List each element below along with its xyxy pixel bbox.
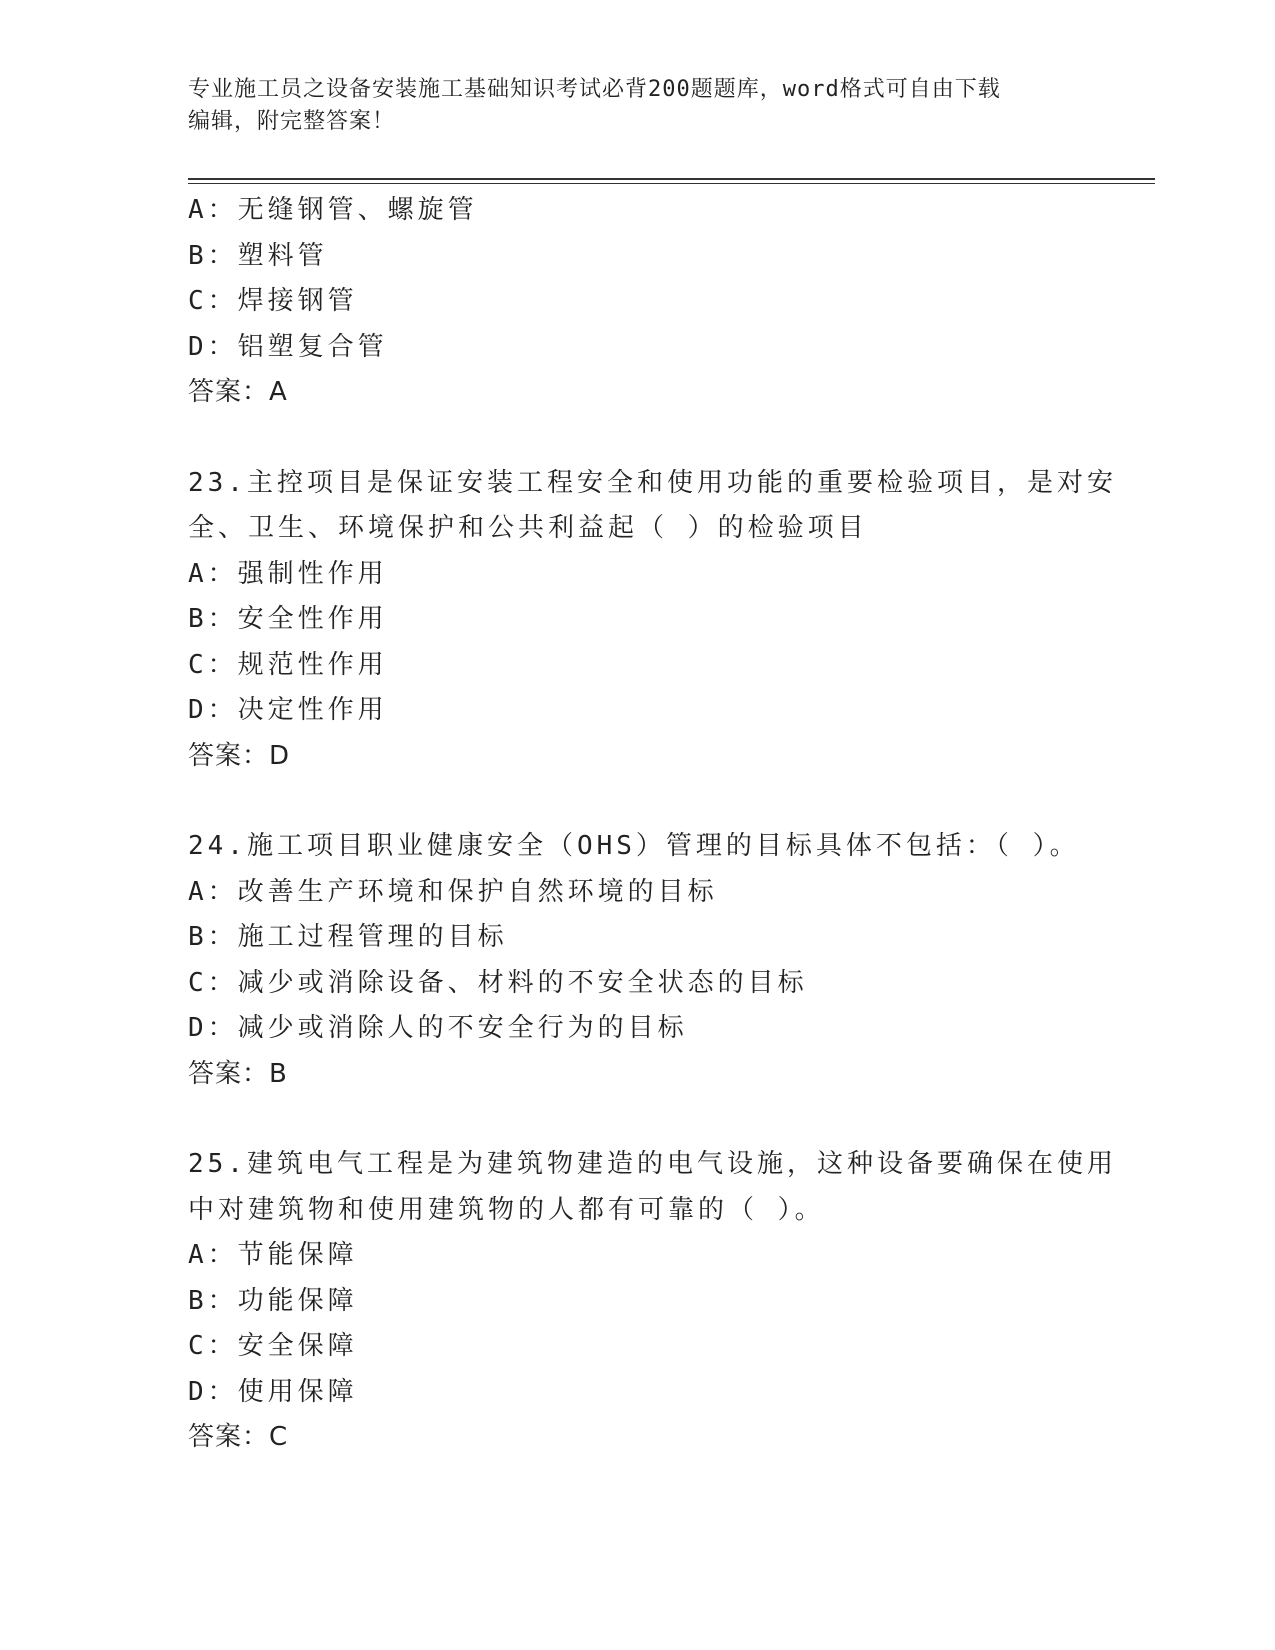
question-stem: 25.建筑电气工程是为建筑物建造的电气设施，这种设备要确保在使用 — [188, 1149, 1117, 1179]
question-stem-cont: 全、卫生、环境保护和公共利益起（ ）的检验项目 — [188, 513, 868, 543]
answer: 答案：C — [188, 1422, 289, 1452]
option-d: D：减少或消除人的不安全行为的目标 — [188, 1013, 688, 1043]
option-b: B：功能保障 — [188, 1285, 358, 1316]
option-c: C：减少或消除设备、材料的不安全状态的目标 — [188, 967, 808, 998]
option-c: C：安全保障 — [188, 1331, 358, 1361]
option-c: C：焊接钢管 — [188, 286, 358, 316]
question-stem-cont: 中对建筑物和使用建筑物的人都有可靠的（ ）。 — [188, 1194, 825, 1225]
question-24 — [188, 824, 1088, 1097]
option-b: B：安全性作用 — [188, 604, 388, 634]
question-stem: 23.主控项目是保证安装工程安全和使用功能的重要检验项目，是对安 — [188, 467, 1117, 498]
option-d: D：使用保障 — [188, 1376, 358, 1407]
question-25 — [188, 1142, 1117, 1461]
question-stem: 24.施工项目职业健康安全（OHS）管理的目标具体不包括：（ ）。 — [188, 831, 1080, 861]
option-a: A：强制性作用 — [188, 558, 388, 589]
question-list — [188, 188, 1117, 1461]
option-a: A：改善生产环境和保护自然环境的目标 — [188, 876, 718, 907]
option-d: D：铝塑复合管 — [188, 331, 388, 362]
question-23 — [188, 461, 1117, 780]
option-a: A：无缝钢管、螺旋管 — [188, 195, 478, 225]
option-a: A：节能保障 — [188, 1240, 358, 1270]
option-d: D：决定性作用 — [188, 695, 388, 725]
header-divider — [188, 178, 1155, 184]
answer: 答案：D — [188, 740, 291, 771]
document-header — [188, 74, 1088, 138]
option-c: C：规范性作用 — [188, 649, 388, 680]
header-line-1: 专业施工员之设备安装施工基础知识考试必背200题题库，word格式可自由下载 — [188, 77, 1001, 102]
option-b: B：施工过程管理的目标 — [188, 922, 508, 952]
answer: 答案：A — [188, 377, 288, 407]
answer: 答案：B — [188, 1058, 288, 1089]
header-line-2: 编辑，附完整答案！ — [188, 109, 396, 134]
question-22-options — [188, 188, 1088, 416]
option-b: B：塑料管 — [188, 240, 328, 271]
